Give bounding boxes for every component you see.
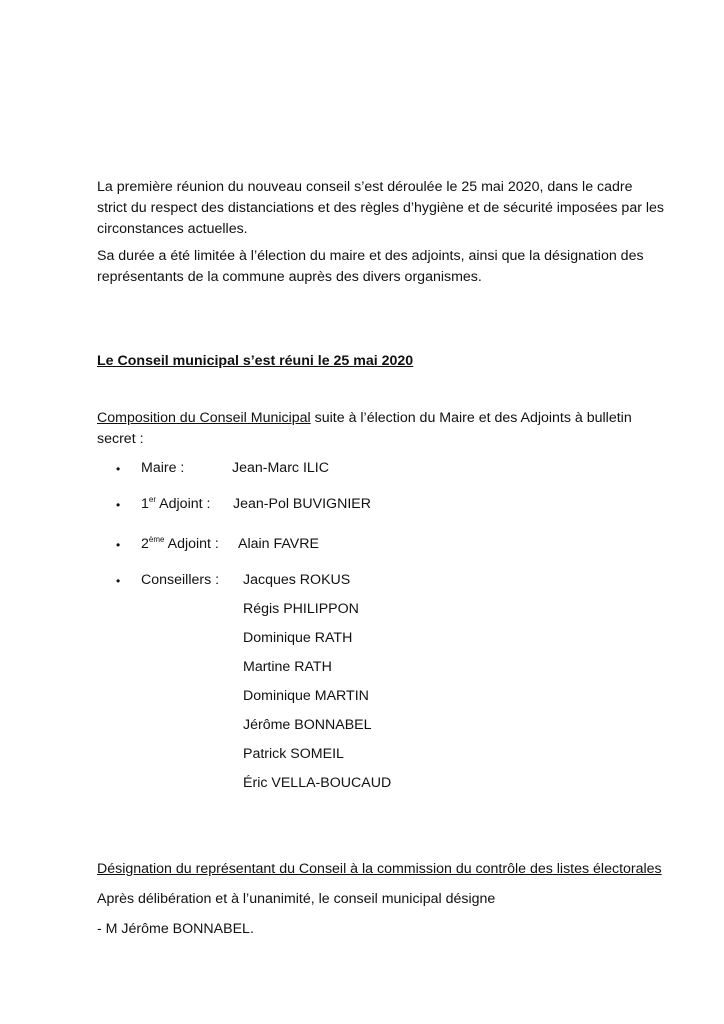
- conseiller-name: Jérôme BONNABEL: [243, 717, 372, 733]
- bullet-adjoint-2: •: [116, 538, 121, 552]
- intro-p1-line-1: La première réunion du nouveau conseil s’est déroulée le 25 mai 2020, dans le cadre: [97, 179, 633, 195]
- role-adjoint-2-label: 2ème Adjoint :: [141, 535, 219, 552]
- maire-name: Jean-Marc ILIC: [232, 460, 329, 476]
- role-conseillers-label: Conseillers :: [141, 572, 220, 588]
- intro-p1-line-3: circonstances actuelles.: [97, 221, 248, 237]
- adjoint-2-name: Alain FAVRE: [238, 536, 319, 552]
- composition-line-2: secret :: [97, 431, 144, 447]
- adjoint-1-name: Jean-Pol BUVIGNIER: [233, 496, 371, 512]
- designation-text: Après délibération et à l’unanimité, le conseil municipal désigne: [97, 891, 496, 907]
- role-adjoint-1-label: 1er Adjoint :: [141, 495, 211, 512]
- intro-p2-line-1: Sa durée a été limitée à l’élection du maire et des adjoints, ainsi que la désignation des: [97, 248, 644, 264]
- conseiller-name: Régis PHILIPPON: [243, 601, 359, 617]
- composition-line-1: [97, 411, 632, 425]
- designation-title: Désignation du représentant du Conseil à la commission du contrôle des listes électorales: [97, 861, 662, 877]
- conseiller-name: Martine RATH: [243, 659, 332, 675]
- conseiller-name: Patrick SOMEIL: [243, 746, 344, 762]
- bullet-maire: •: [116, 462, 121, 476]
- composition-rest: suite à l’élection du Maire et des Adjoints à bulletin: [310, 410, 632, 426]
- intro-p2-line-2: représentants de la commune auprès des divers organismes.: [97, 269, 482, 285]
- bullet-adjoint-1: •: [116, 498, 121, 512]
- role-maire-label: Maire :: [141, 460, 185, 476]
- conseiller-name: Dominique MARTIN: [243, 688, 369, 704]
- conseiller-name: Dominique RATH: [243, 630, 353, 646]
- conseiller-name: Jacques ROKUS: [243, 572, 351, 588]
- bullet-conseillers: •: [116, 574, 121, 588]
- designation-item: - M Jérôme BONNABEL.: [97, 921, 254, 937]
- composition-title: Composition du Conseil Municipal: [97, 410, 311, 426]
- section-heading: Le Conseil municipal s’est réuni le 25 mai 2020: [97, 353, 414, 369]
- conseiller-name: Éric VELLA-BOUCAUD: [243, 775, 392, 791]
- intro-p1-line-2: strict du respect des distanciations et des règles d’hygiène et de sécurité imposées par les: [97, 200, 665, 216]
